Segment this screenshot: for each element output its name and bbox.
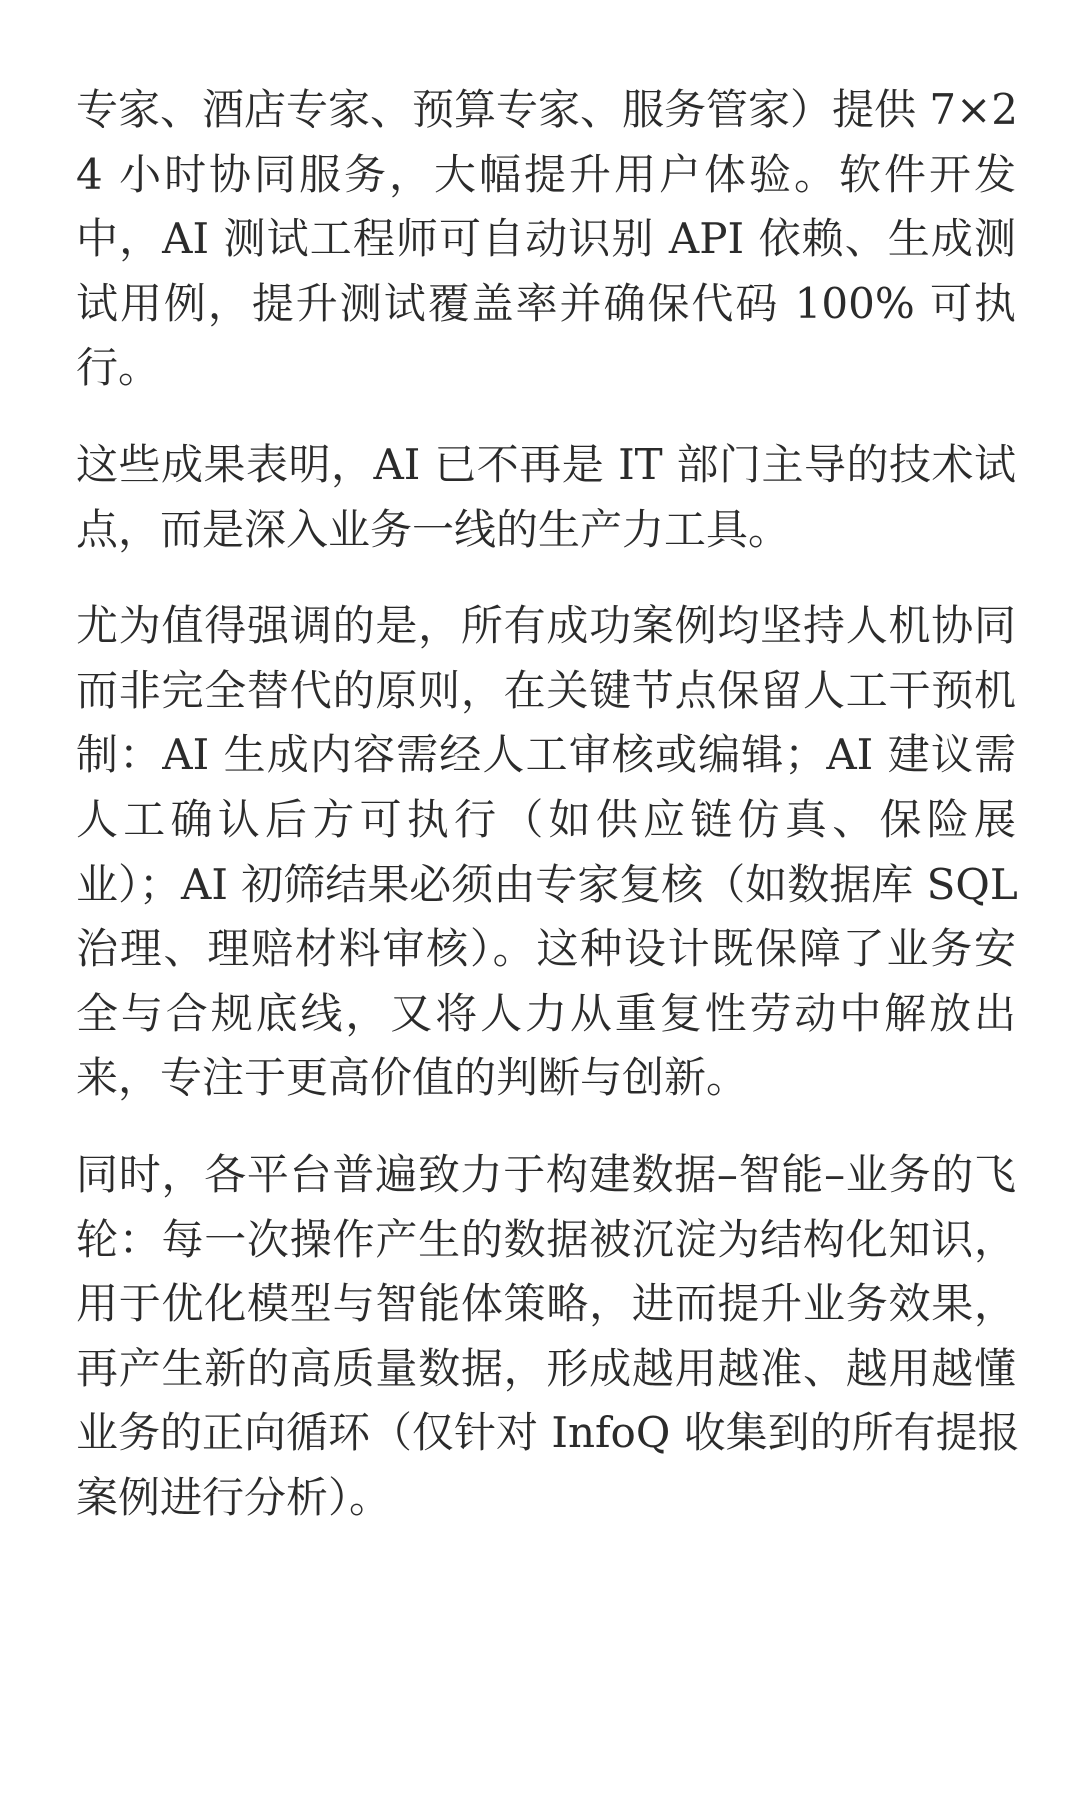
text-line: 全与合规底线，又将人力从重复性劳动中解放出 [76, 988, 1016, 1038]
article-body [76, 78, 1020, 1562]
text-line: 业务的正向循环（仅针对 InfoQ 收集到的所有提报 [76, 1408, 1020, 1458]
text-line: 治理、理赔材料审核）。这种设计既保障了业务安 [76, 924, 1016, 974]
text-line: 再产生新的高质量数据，形成越用越准、越用越懂 [76, 1343, 1016, 1393]
text-line: 而非完全替代的原则，在关键节点保留人工干预机 [76, 665, 1016, 715]
text-line: 制：AI 生成内容需经人工审核或编辑；AI 建议需 [76, 730, 1016, 780]
text-line: 人工确认后方可执行（如供应链仿真、保险展 [76, 794, 1016, 844]
text-line: 尤为值得强调的是，所有成功案例均坚持人机协同 [76, 601, 1016, 651]
text-line: 来，专注于更高价值的判断与创新。 [76, 1053, 749, 1103]
text-line: 业）；AI 初筛结果必须由专家复核（如数据库 SQL [76, 859, 1018, 909]
text-line: 中，AI 测试工程师可自动识别 API 依赖、生成测 [76, 214, 1016, 264]
paragraph-data-flywheel [76, 1143, 1020, 1531]
text-line: 用于优化模型与智能体策略，进而提升业务效果， [76, 1279, 1016, 1329]
text-line: 行。 [76, 343, 161, 393]
text-line: 同时，各平台普遍致力于构建数据–智能–业务的飞 [76, 1149, 1016, 1199]
text-line: 试用例，提升测试覆盖率并确保代码 100% 可执 [76, 278, 1016, 328]
text-line: 4 小时协同服务，大幅提升用户体验。软件开发 [76, 149, 1016, 199]
text-line: 点，而是深入业务一线的生产力工具。 [76, 504, 791, 554]
paragraph-productivity-tool [76, 433, 1016, 562]
paragraph-human-in-the-loop [76, 594, 1016, 1111]
text-line: 这些成果表明，AI 已不再是 IT 部门主导的技术试 [76, 439, 1016, 489]
text-line: 专家、酒店专家、预算专家、服务管家）提供 7×2 [76, 85, 1018, 134]
text-line: 轮：每一次操作产生的数据被沉淀为结构化知识， [76, 1214, 1016, 1264]
paragraph-services-and-testing [76, 78, 1016, 401]
text-line: 案例进行分析）。 [76, 1472, 392, 1522]
